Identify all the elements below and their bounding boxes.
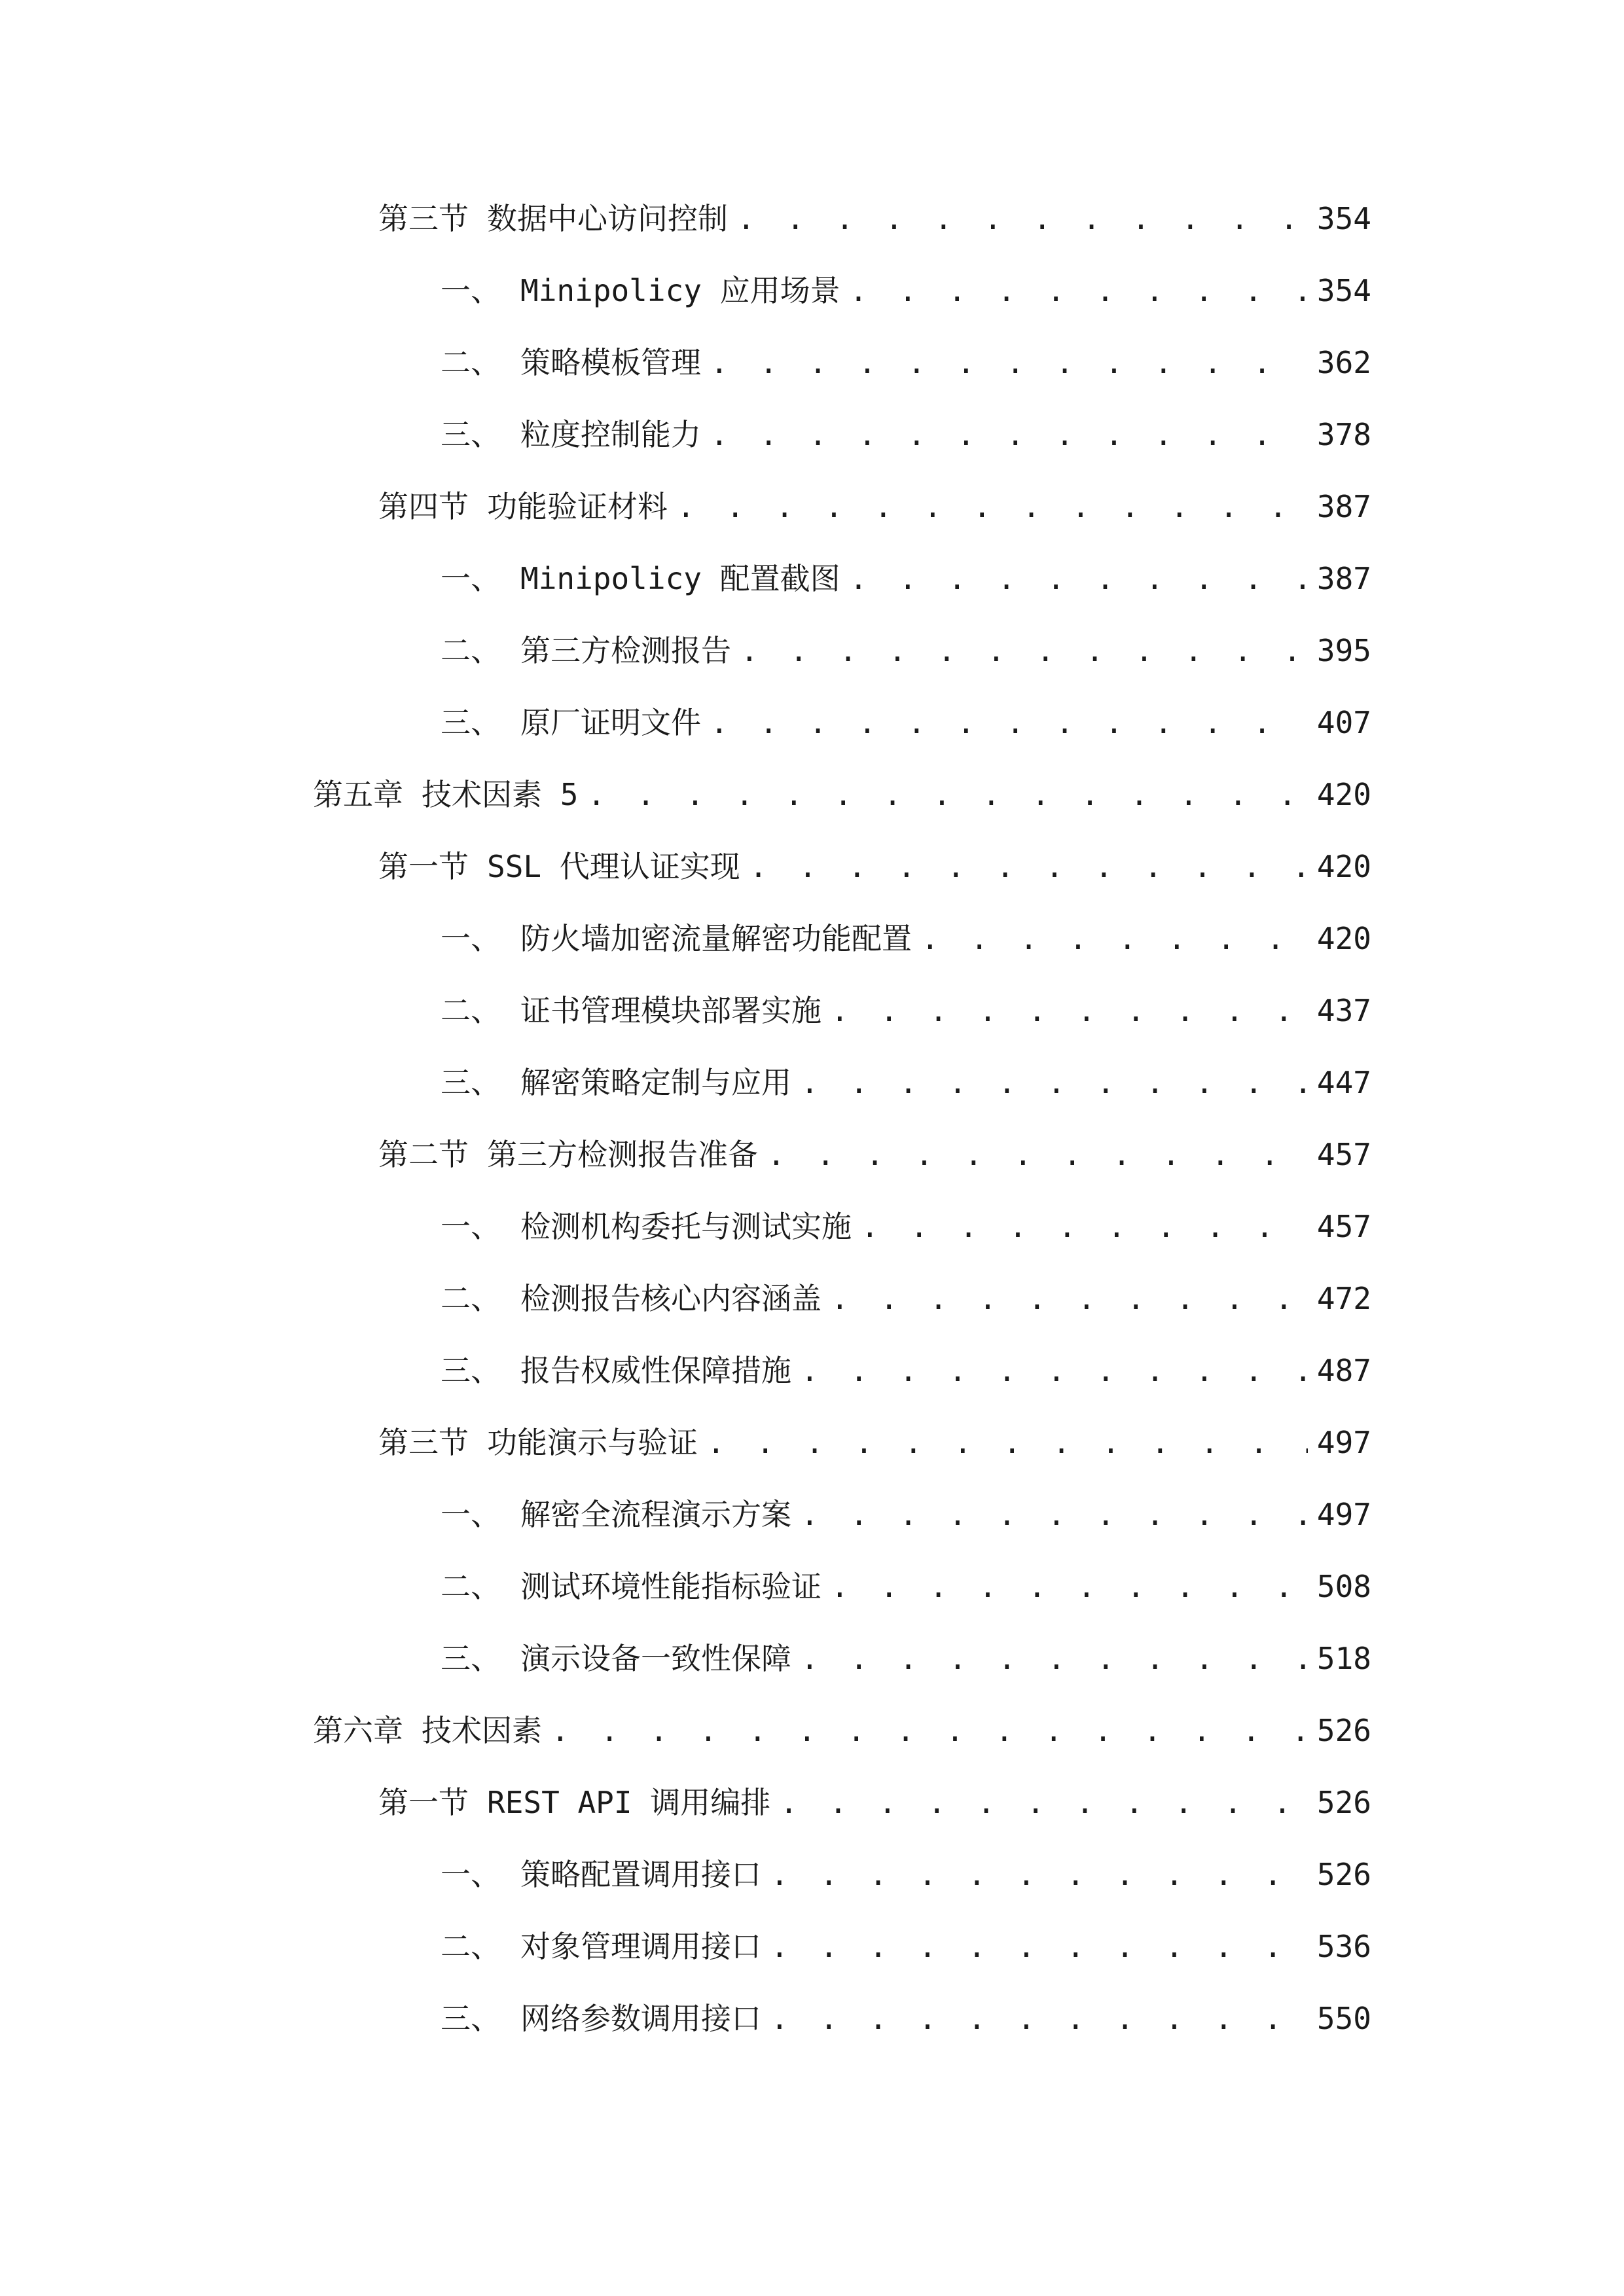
toc-entry-title: 技术因素 5 [422,777,579,812]
toc-entry-page: 354 [1316,201,1371,236]
toc-entry-page: 354 [1316,273,1371,308]
toc-entry-title: SSL 代理认证实现 [487,849,740,884]
toc-entry-title: 粒度控制能力 [520,417,701,452]
toc-dot-leader [850,552,1308,605]
toc-entry-number: 一、 [441,1857,501,1892]
toc-dot-leader [707,1416,1308,1469]
toc-entry[interactable] [441,1992,1371,2045]
toc-entry-title: 解密全流程演示方案 [520,1497,791,1532]
toc-entry-title: 策略模板管理 [520,345,701,380]
toc-entry-title: 演示设备一致性保障 [520,1641,791,1676]
toc-entry-page: 497 [1316,1497,1371,1532]
toc-entry-number: 一、 [441,921,501,956]
toc-entry-title: 网络参数调用接口 [520,2001,761,2036]
toc-dot-leader [770,1848,1308,1901]
toc-dot-leader [861,1200,1308,1253]
toc-entry-page: 536 [1316,1929,1371,1964]
toc-entry-page: 378 [1316,417,1371,452]
toc-dot-leader [767,1128,1308,1181]
toc-entry-page: 526 [1316,1713,1371,1748]
toc-entry-page: 487 [1316,1353,1371,1388]
toc-entry-page: 447 [1316,1065,1371,1100]
toc-entry-title: Minipolicy 配置截图 [520,561,840,596]
toc-entry[interactable] [441,264,1371,317]
toc-entry-number: 一、 [441,561,501,596]
toc-entry-title: 第三方检测报告 [520,633,731,668]
toc-entry-title: Minipolicy 应用场景 [520,273,840,308]
toc-dot-leader [801,1632,1308,1685]
toc-dot-leader [850,264,1308,317]
toc-entry-page: 550 [1316,2001,1371,2036]
toc-entry-page: 395 [1316,633,1371,668]
toc-dot-leader [770,1920,1308,1973]
toc-dot-leader [831,984,1308,1037]
toc-dot-leader [770,1992,1308,2045]
toc-entry-title: 第三方检测报告准备 [487,1137,758,1172]
toc-entry-title: REST API 调用编排 [487,1785,771,1820]
toc-entry[interactable] [441,1200,1371,1253]
toc-entry-title: 测试环境性能指标验证 [520,1569,821,1604]
toc-dot-leader [710,408,1308,461]
toc-entry-page: 420 [1316,777,1371,812]
toc-entry-number: 二、 [441,1281,501,1316]
toc-entry[interactable] [441,984,1371,1037]
toc-dot-leader [677,480,1308,533]
toc-entry-page: 362 [1316,345,1371,380]
toc-entry[interactable] [441,408,1371,461]
toc-entry-title: 防火墙加密流量解密功能配置 [520,921,912,956]
toc-entry-title: 解密策略定制与应用 [520,1065,791,1100]
toc-dot-leader [831,1272,1308,1325]
toc-entry-title: 检测报告核心内容涵盖 [520,1281,821,1316]
toc-entry-page: 526 [1316,1857,1371,1892]
toc-entry[interactable] [441,552,1371,605]
toc-entry-number: 二、 [441,1929,501,1964]
toc-dot-leader [749,840,1308,893]
toc-dot-leader [780,1776,1308,1829]
toc-entry[interactable] [441,624,1371,677]
toc-entry-number: 一、 [441,1497,501,1532]
toc-entry-title: 策略配置调用接口 [520,1857,761,1892]
toc-entry-page: 518 [1316,1641,1371,1676]
toc-entry-number: 三、 [441,1353,501,1388]
toc-entry-number: 第一节 [378,1785,469,1820]
toc-entry-number: 三、 [441,705,501,740]
toc-dot-leader [737,192,1308,245]
toc-entry[interactable] [441,1488,1371,1541]
toc-entry-page: 420 [1316,849,1371,884]
toc-entry-title: 检测机构委托与测试实施 [520,1209,852,1244]
toc-dot-leader [710,696,1308,749]
toc-entry-title: 对象管理调用接口 [520,1929,761,1964]
toc-entry-title: 技术因素 [422,1713,542,1748]
toc-entry-title: 报告权威性保障措施 [520,1353,791,1388]
toc-entry-title: 原厂证明文件 [520,705,701,740]
toc-entry[interactable] [313,1704,1371,1757]
toc-entry-page: 457 [1316,1137,1371,1172]
toc-dot-leader [740,624,1308,677]
toc-entry[interactable] [378,1776,1371,1829]
toc-entry-page: 407 [1316,705,1371,740]
toc-entry[interactable] [441,336,1371,389]
toc-entry[interactable] [378,840,1371,893]
toc-entry[interactable] [441,1920,1371,1973]
toc-entry-number: 第五章 [313,777,403,812]
toc-entry-page: 420 [1316,921,1371,956]
toc-entry-number: 三、 [441,1641,501,1676]
toc-entry-number: 一、 [441,273,501,308]
toc-entry-page: 437 [1316,993,1371,1028]
toc-dot-leader [801,1056,1308,1109]
toc-entry-number: 三、 [441,417,501,452]
toc-entry-number: 二、 [441,1569,501,1604]
toc-dot-leader [710,336,1308,389]
toc-dot-leader [801,1344,1308,1397]
toc-dot-leader [551,1704,1308,1757]
toc-entry[interactable] [378,1128,1371,1181]
toc-entry-page: 387 [1316,561,1371,596]
toc-entry-number: 一、 [441,1209,501,1244]
toc-entry[interactable] [441,1560,1371,1613]
toc-entry[interactable] [441,1272,1371,1325]
toc-entry-title: 功能验证材料 [487,489,668,524]
toc-dot-leader [587,768,1308,821]
toc-entry-number: 二、 [441,345,501,380]
toc-entry[interactable] [441,1344,1371,1397]
toc-entry-page: 526 [1316,1785,1371,1820]
toc-entry[interactable] [378,480,1371,533]
toc-dot-leader [831,1560,1308,1613]
toc-entry[interactable] [441,1056,1371,1109]
toc-entry-number: 三、 [441,1065,501,1100]
toc-entry-page: 497 [1316,1425,1371,1460]
toc-entry-number: 二、 [441,633,501,668]
toc-entry-number: 第一节 [378,849,469,884]
toc-entry[interactable] [378,1416,1371,1469]
toc-entry[interactable] [441,696,1371,749]
toc-entry-number: 三、 [441,2001,501,2036]
toc-entry-number: 第三节 [378,201,469,236]
toc-dot-leader [801,1488,1308,1541]
toc-entry-page: 508 [1316,1569,1371,1604]
toc-entry-number: 第四节 [378,489,469,524]
toc-entry-title: 证书管理模块部署实施 [520,993,821,1028]
toc-entry[interactable] [313,768,1371,821]
toc-entry-number: 第二节 [378,1137,469,1172]
toc-dot-leader [921,912,1308,965]
toc-entry[interactable] [441,912,1371,965]
toc-entry-number: 第三节 [378,1425,469,1460]
toc-entry-page: 472 [1316,1281,1371,1316]
toc-entry-number: 二、 [441,993,501,1028]
toc-entry[interactable] [378,192,1371,245]
toc-entry-page: 387 [1316,489,1371,524]
toc-entry-number: 第六章 [313,1713,403,1748]
toc-entry[interactable] [441,1848,1371,1901]
toc-entry-page: 457 [1316,1209,1371,1244]
toc-entry[interactable] [441,1632,1371,1685]
toc-entry-title: 数据中心访问控制 [487,201,728,236]
toc-entry-title: 功能演示与验证 [487,1425,698,1460]
